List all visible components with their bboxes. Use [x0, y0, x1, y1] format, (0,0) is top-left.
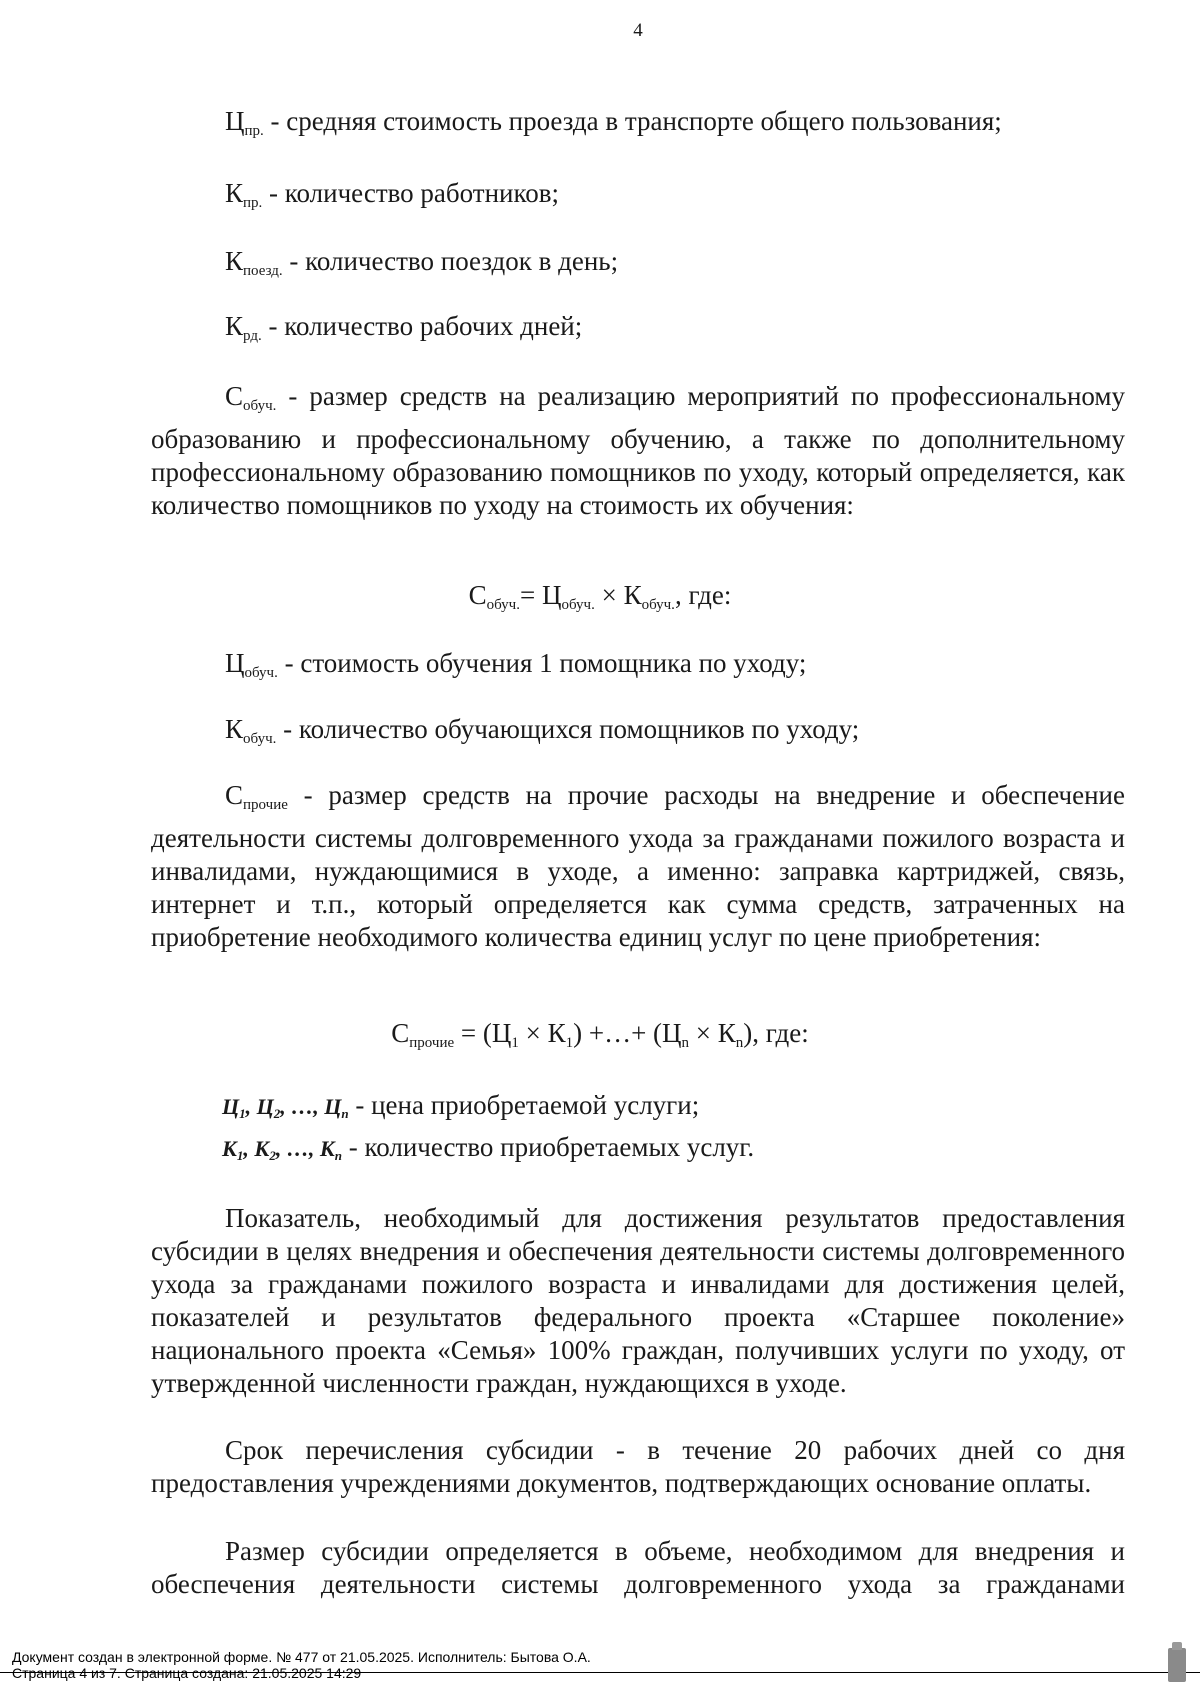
- paragraph-transfer-term: Срок перечисления субсидии - в течение 20 рабочих дней со дня предоставления учреждениями документов, подтверждающих основание оплаты.: [151, 1435, 1125, 1498]
- definition-line: $Ц_{пр.}$ - средняя стоимость проезда в транспорте общего пользования;: [225, 106, 1002, 139]
- page-number: 4: [633, 20, 643, 41]
- formula-training: $С_{обуч.}= Ц_{обуч.} \times К_{обуч.}$, где:: [468, 580, 732, 613]
- footer-page-info: Страница 4 из 7. Страница создана: 21.05.2025 14:29: [12, 1665, 362, 1681]
- paragraph-training-costs: $С_{обуч.}$ - размер средств на реализацию мероприятий по профессиональному образованию и профессиональному обучению, а также по дополнительному профессиональному образованию помощников по уходу, который определяется, как количество помощников по уходу на стоимость их обучения:: [151, 381, 1125, 520]
- paragraph-indicator: Показатель, необходимый для достижения результатов предоставления субсидии в целях внедрения и обеспечения деятельности системы долговременного ухода за гражданами пожилого возраста и инвалидами для достижения целей, показателей и результатов федерального проекта «Старшее поколение» национального проекта «Семья» 100% граждан, получивших услуги по уходу, от утвержденной численности граждан, нуждающихся в уходе.: [151, 1203, 1125, 1398]
- definition-line: $К_{обуч.}$ - количество обучающихся помощников по уходу;: [225, 714, 860, 747]
- footer-document-info: Документ создан в электронной форме. № 477 от 21.05.2025. Исполнитель: Бытова О.А.: [12, 1649, 591, 1665]
- paragraph-other-costs: $С_{прочие}$ - размер средств на прочие расходы на внедрение и обеспечение деятельности системы долговременного ухода за гражданами пожилого возраста и инвалидами, нуждающимися в уходе, а именно: заправка картриджей, связь, интернет и т.п., который определяется как сумма средств, затраченных на приобретение необходимого количества единиц услуг по цене приобретения:: [151, 780, 1125, 952]
- definition-line: $К_{поезд.}$ - количество поездок в день;: [225, 246, 619, 279]
- symbol-list-line: К1, К2, …, Кn - количество приобретаемых услуг.: [222, 1132, 755, 1163]
- formula-other: $С_{прочие} = (Ц_1 \times К_1)$ +…+ $(Ц_n \times К_n)$, где:: [391, 1018, 809, 1051]
- definition-line: $Ц_{обуч.}$ - стоимость обучения 1 помощника по уходу;: [225, 648, 807, 681]
- stamp-icon: [1168, 1648, 1186, 1682]
- symbol-list-line: Ц1, Ц2, …, Цn - цена приобретаемой услуги;: [222, 1090, 700, 1121]
- definition-line: $К_{рд.}$ - количество рабочих дней;: [225, 311, 583, 344]
- paragraph-subsidy-size: Размер субсидии определяется в объеме, необходимом для внедрения и обеспечения деятельности системы долговременного ухода за гражданами: [151, 1536, 1125, 1599]
- definition-line: $К_{пр.}$ - количество работников;: [225, 178, 559, 211]
